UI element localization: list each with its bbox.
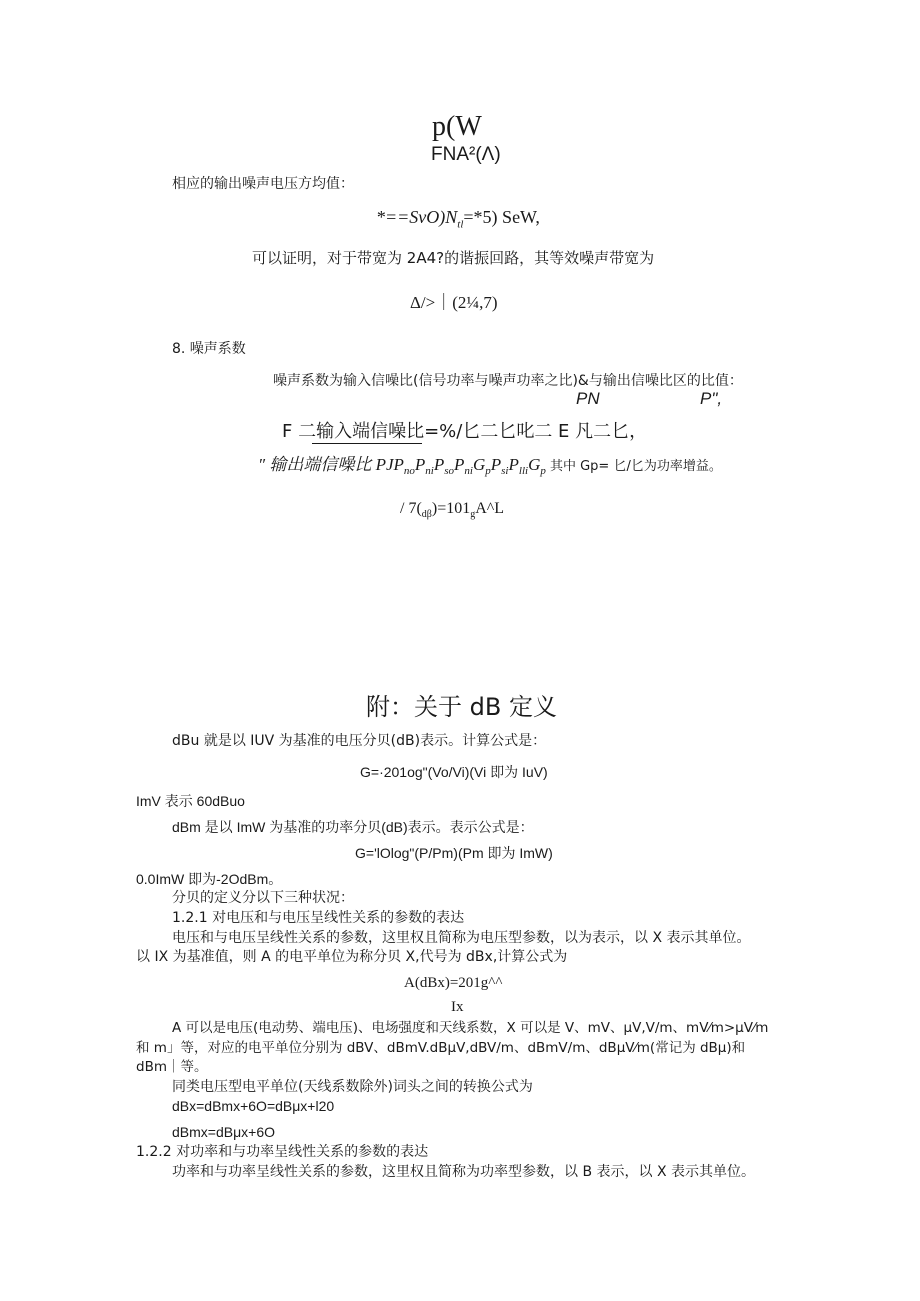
formula-ix: Ix bbox=[451, 999, 464, 1015]
formula-svo-sub: tl bbox=[457, 218, 464, 231]
f2-l: si bbox=[501, 465, 509, 478]
label-pq: P", bbox=[700, 389, 723, 408]
f2-p: p bbox=[540, 465, 546, 478]
f7-sub2: g bbox=[470, 509, 476, 521]
formula-g1: G=·201og"(Vo/Vi)(Vi 即为 IuV) bbox=[360, 764, 548, 780]
f2-k: P bbox=[490, 455, 502, 474]
three-cases-line: 分贝的定义分以下三种状况： bbox=[172, 890, 354, 906]
f2-e: P bbox=[433, 455, 445, 474]
f7-c: A^L bbox=[475, 500, 505, 517]
formula-adbx: A(dBx)=201g^^ bbox=[404, 975, 503, 991]
f2-j: p bbox=[485, 465, 491, 478]
formula-f-line1: F 二输入端信噪比=%/匕二匕叱二 E 凡二匕， bbox=[282, 421, 648, 442]
formula-svo bbox=[376, 207, 540, 232]
formula-f-line2 bbox=[258, 455, 722, 478]
formula-g2: G='lOlog"(P/Pm)(Pm 即为 ImW) bbox=[355, 845, 553, 861]
formula-pw: p(W bbox=[432, 111, 482, 142]
formula-dbmx: dBmx=dBμx+6O bbox=[172, 1124, 276, 1140]
noise-definition-line: 噪声系数为输入信噪比(信号功率与噪声功率之比)&与输出信噪比区的比值： bbox=[273, 373, 743, 389]
output-noise-line: 相应的输出噪声电压方均值： bbox=[172, 176, 354, 192]
a-paragraph-line2: 和 m」等，对应的电平单位分别为 dBV、dBmV.dBμV,dBV/m、dBmV/m、dBμV⁄m(常记为 dBμ)和 bbox=[136, 1040, 746, 1056]
formula-f-underline bbox=[312, 443, 422, 444]
label-pn: PN bbox=[576, 389, 600, 408]
formula-7db bbox=[400, 499, 504, 521]
formula-svo-main: *==SvO)N bbox=[376, 207, 458, 227]
f2-c: P bbox=[414, 455, 426, 474]
f2-d: ni bbox=[425, 465, 434, 478]
f2-a: ″ 输出端信噪比 PJP bbox=[258, 455, 404, 474]
a-paragraph-line3: dBm｜等。 bbox=[136, 1059, 208, 1075]
dbu-paragraph: dBu 就是以 IUV 为基准的电压分贝(dB)表示。计算公式是： bbox=[172, 733, 547, 749]
formula-fna: FNA²(Λ) bbox=[431, 144, 501, 165]
voltage-paragraph-line2: 以 IX 为基准值，则 A 的电平单位为称分贝 X,代号为 dBx,计算公式为 bbox=[136, 949, 568, 965]
section-1-2-1: 1.2.1 对电压和与电压呈线性关系的参数的表达 bbox=[172, 910, 465, 926]
formula-svo-rest: =*5) SeW, bbox=[463, 207, 540, 227]
f2-tail: 其中 Gp= 匕/匕为功率增益。 bbox=[545, 459, 722, 474]
f2-b: no bbox=[403, 465, 415, 478]
dbm-paragraph: dBm 是以 ImW 为基准的功率分贝(dB)表示。表示公式是： bbox=[172, 819, 534, 835]
f7-sub: dβ bbox=[421, 509, 432, 521]
f7-a: / 7( bbox=[400, 500, 422, 517]
appendix-title: 附：关于 dB 定义 bbox=[366, 693, 557, 721]
formula-dbx: dBx=dBmx+6O=dBμx+l20 bbox=[172, 1098, 335, 1114]
f2-h: ni bbox=[464, 465, 473, 478]
voltage-paragraph-line1: 电压和与电压呈线性关系的参数，这里权且简称为电压型参数，以为表示，以 X 表示其单位。 bbox=[172, 930, 751, 946]
a-paragraph-line1: A 可以是电压(电动势、端电压)、电场强度和天线系数，X 可以是 V、mV、μV,V/m、mV⁄m>μV⁄m bbox=[172, 1020, 769, 1036]
f7-b: )=101 bbox=[431, 500, 471, 517]
0imw-line: 0.0ImW 即为-2OdBm。 bbox=[136, 871, 283, 887]
f2-n: lli bbox=[518, 465, 529, 478]
imv-line: ImV 表示 60dBuo bbox=[136, 793, 245, 809]
section-1-2-2: 1.2.2 对功率和与功率呈线性关系的参数的表达 bbox=[136, 1144, 429, 1160]
section-8-title: 8. 噪声系数 bbox=[172, 341, 246, 357]
formula-delta: Δ/>｜(2¼,7) bbox=[410, 293, 498, 312]
same-type-line: 同类电压型电平单位(天线系数除外)词头之间的转换公式为 bbox=[172, 1079, 533, 1095]
f2-m: P bbox=[508, 455, 519, 474]
f2-f: so bbox=[444, 465, 455, 478]
power-paragraph-line1: 功率和与功率呈线性关系的参数，这里权且简称为功率型参数，以 B 表示，以 X 表示其单位。 bbox=[172, 1164, 755, 1180]
prove-line: 可以证明，对于带宽为 2A4?的谐振回路，其等效噪声带宽为 bbox=[252, 249, 655, 267]
f2-o: G bbox=[528, 455, 541, 474]
f2-i: G bbox=[472, 455, 486, 474]
f2-g: P bbox=[454, 455, 465, 474]
